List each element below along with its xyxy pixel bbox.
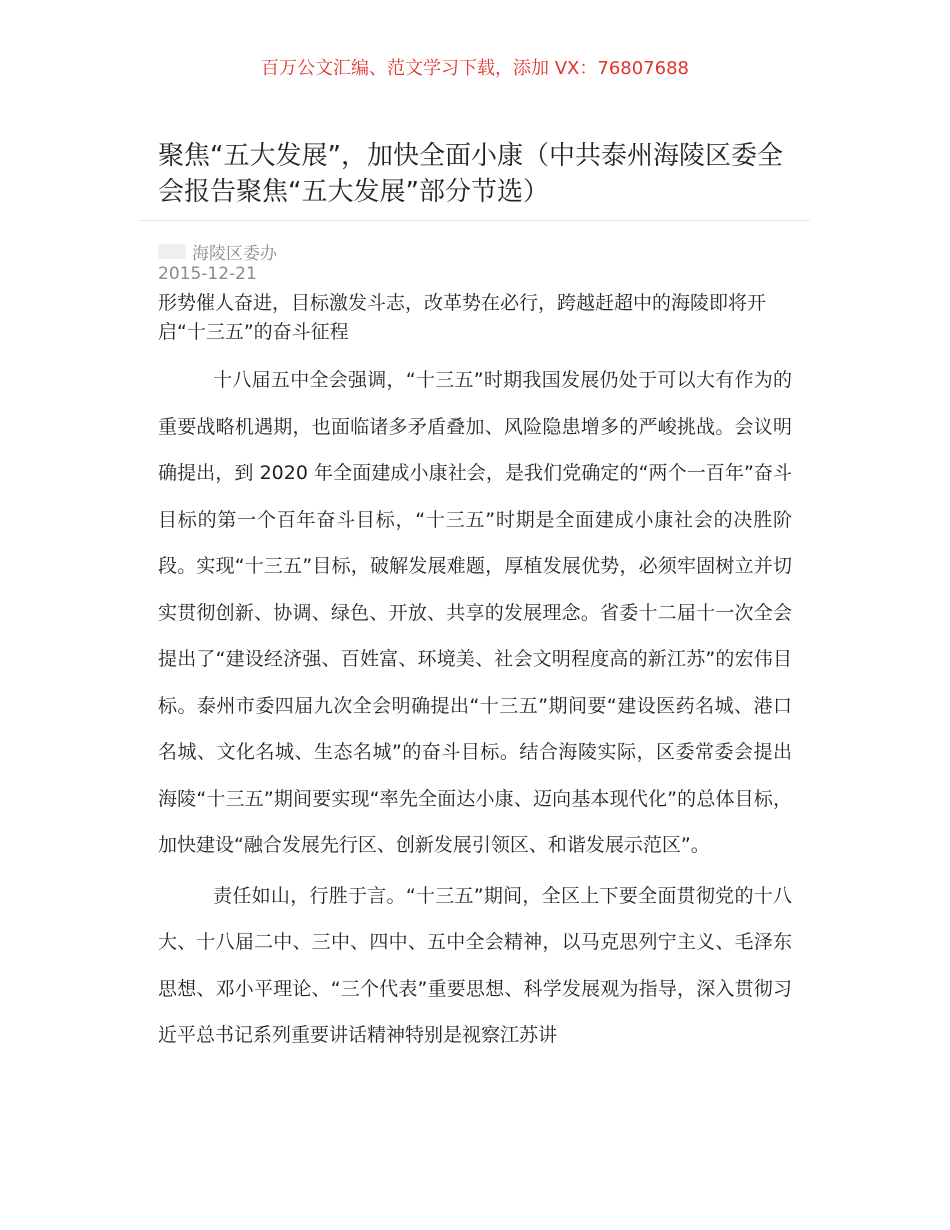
author-line: [158, 239, 277, 263]
article-body: [158, 357, 792, 1063]
article-lead: 形势催人奋进，目标激发斗志，改革势在必行，跨越赶超中的海陵即将开启“十三五”的奋斗征程: [158, 292, 767, 343]
article-title: 聚焦“五大发展”，加快全面小康（中共泰州海陵区委全会报告聚焦“五大发展”部分节选）: [158, 141, 783, 207]
paragraph-1: 十八届五中全会强调，“十三五”时期我国发展仍处于可以大有作为的重要战略机遇期，也面临诸多矛盾叠加、风险隐患增多的严峻挑战。会议明确提出，到 2020 年全面建成小康社会，是我们党确定的“两个一百年”奋斗目标的第一个百年奋斗目标，“十三五”时期是全面建成小康社会的决胜阶段。实现“十三五”目标，破解发展难题，厚植发展优势，必须牢固树立并切实贯彻创新、协调、绿色、开放、共享的发展理念。省委十二届十一次全会提出了“建设经济强、百姓富、环境美、社会文明程度高的新江苏”的宏伟目标。泰州市委四届九次全会明确提出“十三五”期间要“建设医药名城、港口名城、文化名城、生态名城”的奋斗目标。结合海陵实际，区委常委会提出海陵“十三五”期间要实现“率先全面达小康、迈向基本现代化”的总体目标，加快建设“融合发展先行区、创新发展引领区、和谐发展示范区”。: [158, 369, 792, 856]
author-icon: [158, 244, 186, 259]
publish-date: 2015-12-21: [158, 264, 257, 284]
paragraph-2: 责任如山，行胜于言。“十三五”期间，全区上下要全面贯彻党的十八大、十八届二中、三中、四中、五中全会精神，以马克思列宁主义、毛泽东思想、邓小平理论、“三个代表”重要思想、科学发展观为指导，深入贯彻习近平总书记系列重要讲话精神特别是视察江苏讲: [158, 884, 792, 1046]
title-divider: [140, 220, 810, 221]
header-banner: 百万公文汇编、范文学习下载，添加 VX：76807688: [261, 58, 689, 79]
author-name[interactable]: 海陵区委办: [192, 243, 277, 264]
